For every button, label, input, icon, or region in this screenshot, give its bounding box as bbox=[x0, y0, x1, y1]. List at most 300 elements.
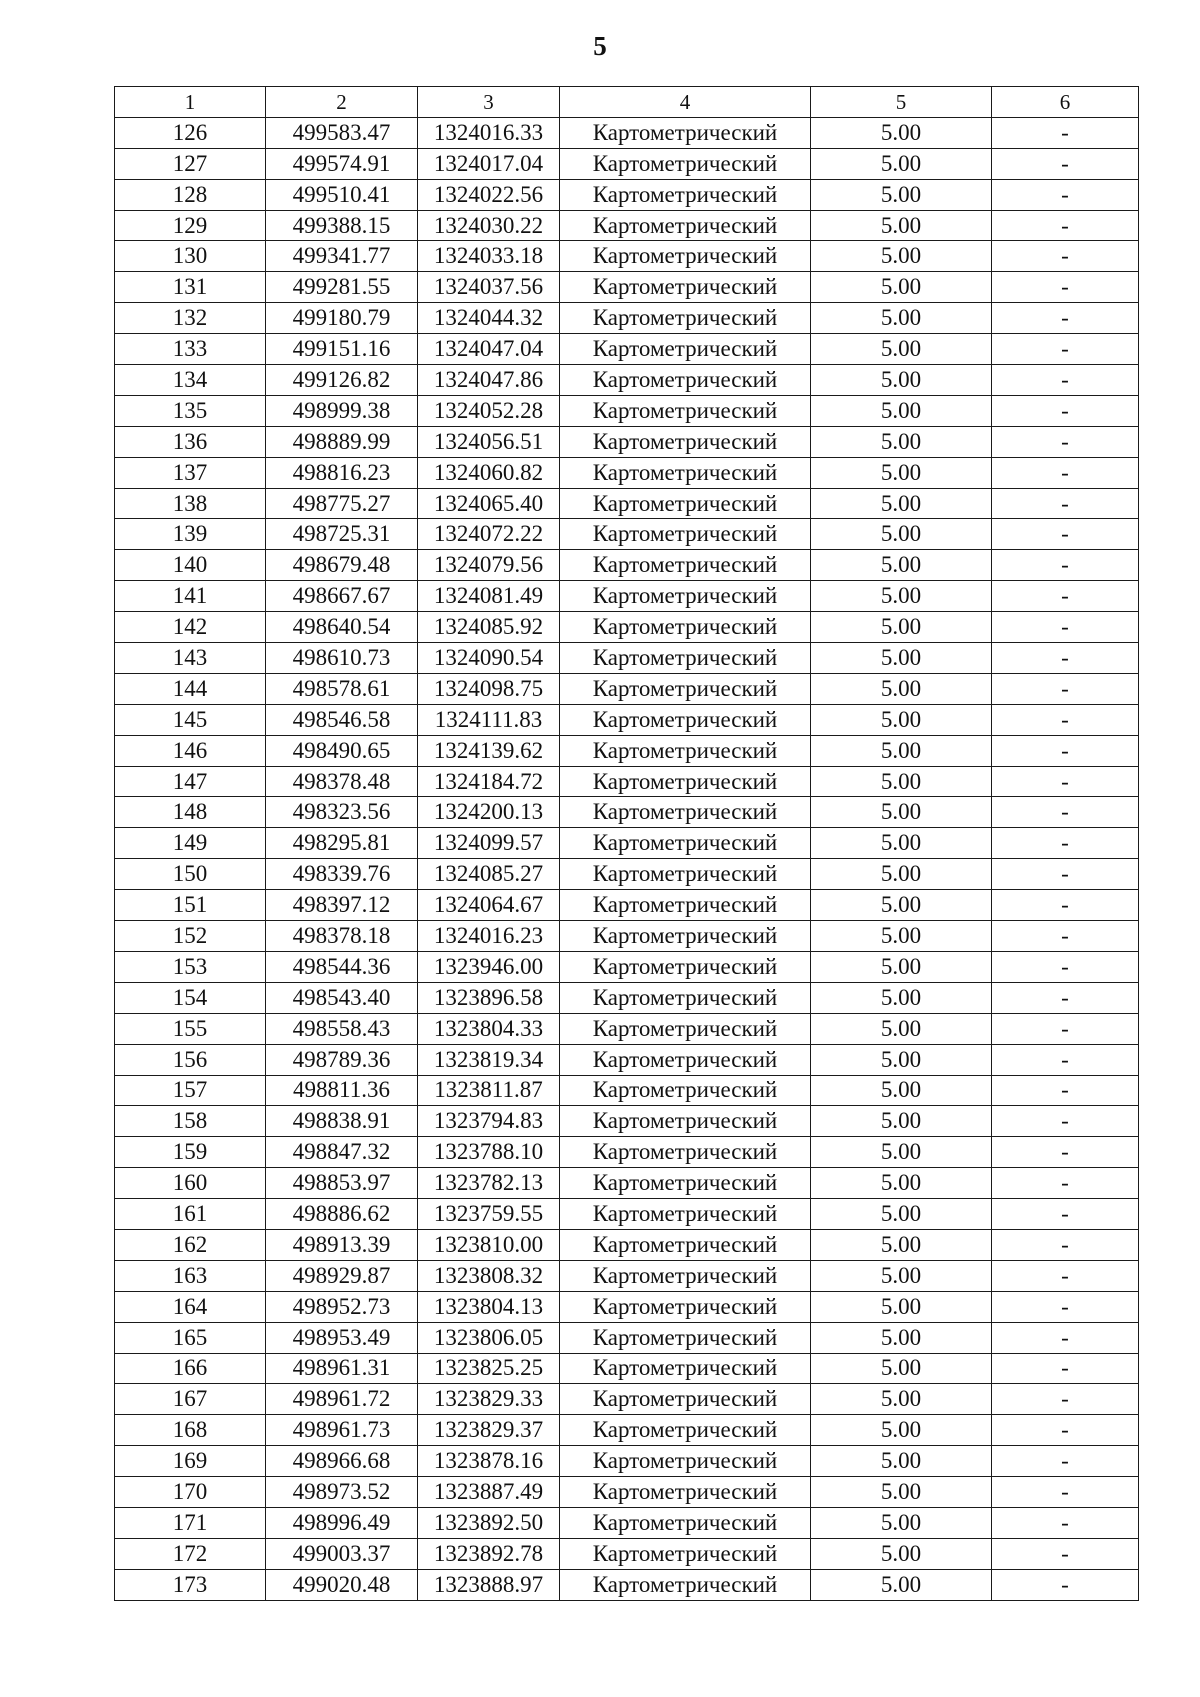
y-coordinate-cell: 1324060.82 bbox=[418, 457, 560, 488]
accuracy-cell: 5.00 bbox=[811, 1075, 992, 1106]
y-coordinate-cell: 1323878.16 bbox=[418, 1446, 560, 1477]
table-row bbox=[115, 148, 1139, 179]
method-cell: Картометрический bbox=[560, 581, 811, 612]
table-row bbox=[115, 1260, 1139, 1291]
table-row bbox=[115, 1106, 1139, 1137]
table-row bbox=[115, 612, 1139, 643]
point-number-cell: 141 bbox=[115, 581, 266, 612]
point-number-cell: 155 bbox=[115, 1013, 266, 1044]
accuracy-cell: 5.00 bbox=[811, 735, 992, 766]
x-coordinate-cell: 498961.31 bbox=[266, 1353, 418, 1384]
note-cell: - bbox=[992, 1538, 1139, 1569]
point-number-cell: 156 bbox=[115, 1044, 266, 1075]
note-cell: - bbox=[992, 1477, 1139, 1508]
y-coordinate-cell: 1323892.50 bbox=[418, 1507, 560, 1538]
point-number-cell: 129 bbox=[115, 210, 266, 241]
method-cell: Картометрический bbox=[560, 272, 811, 303]
point-number-cell: 135 bbox=[115, 395, 266, 426]
table-row bbox=[115, 334, 1139, 365]
x-coordinate-cell: 498929.87 bbox=[266, 1260, 418, 1291]
method-cell: Картометрический bbox=[560, 982, 811, 1013]
y-coordinate-cell: 1323892.78 bbox=[418, 1538, 560, 1569]
method-cell: Картометрический bbox=[560, 951, 811, 982]
accuracy-cell: 5.00 bbox=[811, 1322, 992, 1353]
accuracy-cell: 5.00 bbox=[811, 1477, 992, 1508]
note-cell: - bbox=[992, 426, 1139, 457]
table-row bbox=[115, 457, 1139, 488]
method-cell: Картометрический bbox=[560, 1137, 811, 1168]
note-cell: - bbox=[992, 1013, 1139, 1044]
table-row bbox=[115, 1384, 1139, 1415]
accuracy-cell: 5.00 bbox=[811, 488, 992, 519]
method-cell: Картометрический bbox=[560, 1199, 811, 1230]
accuracy-cell: 5.00 bbox=[811, 1044, 992, 1075]
point-number-cell: 167 bbox=[115, 1384, 266, 1415]
table-row bbox=[115, 272, 1139, 303]
table-row bbox=[115, 982, 1139, 1013]
point-number-cell: 146 bbox=[115, 735, 266, 766]
x-coordinate-cell: 498789.36 bbox=[266, 1044, 418, 1075]
x-coordinate-cell: 499151.16 bbox=[266, 334, 418, 365]
table-row bbox=[115, 1446, 1139, 1477]
note-cell: - bbox=[992, 1353, 1139, 1384]
y-coordinate-cell: 1324064.67 bbox=[418, 890, 560, 921]
y-coordinate-cell: 1324072.22 bbox=[418, 519, 560, 550]
x-coordinate-cell: 498811.36 bbox=[266, 1075, 418, 1106]
accuracy-cell: 5.00 bbox=[811, 1168, 992, 1199]
x-coordinate-cell: 498558.43 bbox=[266, 1013, 418, 1044]
accuracy-cell: 5.00 bbox=[811, 859, 992, 890]
note-cell: - bbox=[992, 921, 1139, 952]
accuracy-cell: 5.00 bbox=[811, 921, 992, 952]
note-cell: - bbox=[992, 1168, 1139, 1199]
y-coordinate-cell: 1324200.13 bbox=[418, 797, 560, 828]
table-row bbox=[115, 241, 1139, 272]
note-cell: - bbox=[992, 828, 1139, 859]
x-coordinate-cell: 499020.48 bbox=[266, 1569, 418, 1600]
point-number-cell: 142 bbox=[115, 612, 266, 643]
point-number-cell: 130 bbox=[115, 241, 266, 272]
table-row bbox=[115, 1538, 1139, 1569]
point-number-cell: 170 bbox=[115, 1477, 266, 1508]
y-coordinate-cell: 1324056.51 bbox=[418, 426, 560, 457]
x-coordinate-cell: 498996.49 bbox=[266, 1507, 418, 1538]
accuracy-cell: 5.00 bbox=[811, 426, 992, 457]
x-coordinate-cell: 498913.39 bbox=[266, 1229, 418, 1260]
table-row bbox=[115, 1507, 1139, 1538]
note-cell: - bbox=[992, 1446, 1139, 1477]
table-row bbox=[115, 210, 1139, 241]
note-cell: - bbox=[992, 704, 1139, 735]
point-number-cell: 128 bbox=[115, 179, 266, 210]
x-coordinate-cell: 498886.62 bbox=[266, 1199, 418, 1230]
note-cell: - bbox=[992, 457, 1139, 488]
method-cell: Картометрический bbox=[560, 148, 811, 179]
point-number-cell: 134 bbox=[115, 365, 266, 396]
note-cell: - bbox=[992, 581, 1139, 612]
x-coordinate-cell: 498544.36 bbox=[266, 951, 418, 982]
note-cell: - bbox=[992, 797, 1139, 828]
note-cell: - bbox=[992, 1260, 1139, 1291]
column-header: 4 bbox=[560, 87, 811, 118]
table-row bbox=[115, 673, 1139, 704]
note-cell: - bbox=[992, 519, 1139, 550]
table-header-row bbox=[115, 87, 1139, 118]
x-coordinate-cell: 498999.38 bbox=[266, 395, 418, 426]
method-cell: Картометрический bbox=[560, 1013, 811, 1044]
y-coordinate-cell: 1323794.83 bbox=[418, 1106, 560, 1137]
accuracy-cell: 5.00 bbox=[811, 1569, 992, 1600]
table-row bbox=[115, 1322, 1139, 1353]
x-coordinate-cell: 498973.52 bbox=[266, 1477, 418, 1508]
x-coordinate-cell: 499003.37 bbox=[266, 1538, 418, 1569]
note-cell: - bbox=[992, 1322, 1139, 1353]
accuracy-cell: 5.00 bbox=[811, 1013, 992, 1044]
y-coordinate-cell: 1323829.37 bbox=[418, 1415, 560, 1446]
y-coordinate-cell: 1323759.55 bbox=[418, 1199, 560, 1230]
x-coordinate-cell: 498889.99 bbox=[266, 426, 418, 457]
table-row bbox=[115, 426, 1139, 457]
accuracy-cell: 5.00 bbox=[811, 704, 992, 735]
note-cell: - bbox=[992, 303, 1139, 334]
note-cell: - bbox=[992, 1044, 1139, 1075]
accuracy-cell: 5.00 bbox=[811, 210, 992, 241]
y-coordinate-cell: 1323946.00 bbox=[418, 951, 560, 982]
y-coordinate-cell: 1323896.58 bbox=[418, 982, 560, 1013]
point-number-cell: 171 bbox=[115, 1507, 266, 1538]
accuracy-cell: 5.00 bbox=[811, 673, 992, 704]
accuracy-cell: 5.00 bbox=[811, 1415, 992, 1446]
method-cell: Картометрический bbox=[560, 1446, 811, 1477]
x-coordinate-cell: 498378.48 bbox=[266, 766, 418, 797]
table-row bbox=[115, 704, 1139, 735]
method-cell: Картометрический bbox=[560, 179, 811, 210]
y-coordinate-cell: 1324016.33 bbox=[418, 117, 560, 148]
table-row bbox=[115, 1168, 1139, 1199]
accuracy-cell: 5.00 bbox=[811, 951, 992, 982]
x-coordinate-cell: 498543.40 bbox=[266, 982, 418, 1013]
note-cell: - bbox=[992, 117, 1139, 148]
method-cell: Картометрический bbox=[560, 1168, 811, 1199]
y-coordinate-cell: 1323804.33 bbox=[418, 1013, 560, 1044]
y-coordinate-cell: 1323829.33 bbox=[418, 1384, 560, 1415]
method-cell: Картометрический bbox=[560, 612, 811, 643]
method-cell: Картометрический bbox=[560, 365, 811, 396]
y-coordinate-cell: 1324047.04 bbox=[418, 334, 560, 365]
table-row bbox=[115, 766, 1139, 797]
x-coordinate-cell: 499180.79 bbox=[266, 303, 418, 334]
method-cell: Картометрический bbox=[560, 859, 811, 890]
point-number-cell: 140 bbox=[115, 550, 266, 581]
y-coordinate-cell: 1324033.18 bbox=[418, 241, 560, 272]
x-coordinate-cell: 498295.81 bbox=[266, 828, 418, 859]
point-number-cell: 147 bbox=[115, 766, 266, 797]
y-coordinate-cell: 1323825.25 bbox=[418, 1353, 560, 1384]
accuracy-cell: 5.00 bbox=[811, 1538, 992, 1569]
table-row bbox=[115, 1353, 1139, 1384]
column-header: 6 bbox=[992, 87, 1139, 118]
point-number-cell: 151 bbox=[115, 890, 266, 921]
point-number-cell: 144 bbox=[115, 673, 266, 704]
x-coordinate-cell: 498397.12 bbox=[266, 890, 418, 921]
note-cell: - bbox=[992, 859, 1139, 890]
y-coordinate-cell: 1323806.05 bbox=[418, 1322, 560, 1353]
accuracy-cell: 5.00 bbox=[811, 1384, 992, 1415]
accuracy-cell: 5.00 bbox=[811, 612, 992, 643]
y-coordinate-cell: 1324111.83 bbox=[418, 704, 560, 735]
table-row bbox=[115, 395, 1139, 426]
x-coordinate-cell: 498323.56 bbox=[266, 797, 418, 828]
y-coordinate-cell: 1324044.32 bbox=[418, 303, 560, 334]
method-cell: Картометрический bbox=[560, 735, 811, 766]
note-cell: - bbox=[992, 951, 1139, 982]
table-row bbox=[115, 1137, 1139, 1168]
y-coordinate-cell: 1324085.27 bbox=[418, 859, 560, 890]
point-number-cell: 150 bbox=[115, 859, 266, 890]
point-number-cell: 164 bbox=[115, 1291, 266, 1322]
point-number-cell: 148 bbox=[115, 797, 266, 828]
note-cell: - bbox=[992, 1229, 1139, 1260]
accuracy-cell: 5.00 bbox=[811, 550, 992, 581]
y-coordinate-cell: 1323887.49 bbox=[418, 1477, 560, 1508]
note-cell: - bbox=[992, 735, 1139, 766]
table-row bbox=[115, 303, 1139, 334]
accuracy-cell: 5.00 bbox=[811, 1106, 992, 1137]
method-cell: Картометрический bbox=[560, 1229, 811, 1260]
note-cell: - bbox=[992, 241, 1139, 272]
x-coordinate-cell: 499388.15 bbox=[266, 210, 418, 241]
note-cell: - bbox=[992, 272, 1139, 303]
x-coordinate-cell: 498961.73 bbox=[266, 1415, 418, 1446]
point-number-cell: 160 bbox=[115, 1168, 266, 1199]
method-cell: Картометрический bbox=[560, 1106, 811, 1137]
note-cell: - bbox=[992, 1569, 1139, 1600]
accuracy-cell: 5.00 bbox=[811, 1446, 992, 1477]
table-row bbox=[115, 1013, 1139, 1044]
note-cell: - bbox=[992, 643, 1139, 674]
accuracy-cell: 5.00 bbox=[811, 1353, 992, 1384]
method-cell: Картометрический bbox=[560, 1477, 811, 1508]
table-row bbox=[115, 1477, 1139, 1508]
accuracy-cell: 5.00 bbox=[811, 1507, 992, 1538]
x-coordinate-cell: 499510.41 bbox=[266, 179, 418, 210]
x-coordinate-cell: 498838.91 bbox=[266, 1106, 418, 1137]
method-cell: Картометрический bbox=[560, 334, 811, 365]
table-row bbox=[115, 550, 1139, 581]
table-row bbox=[115, 1291, 1139, 1322]
point-number-cell: 168 bbox=[115, 1415, 266, 1446]
accuracy-cell: 5.00 bbox=[811, 1229, 992, 1260]
x-coordinate-cell: 498853.97 bbox=[266, 1168, 418, 1199]
accuracy-cell: 5.00 bbox=[811, 148, 992, 179]
note-cell: - bbox=[992, 488, 1139, 519]
y-coordinate-cell: 1323782.13 bbox=[418, 1168, 560, 1199]
method-cell: Картометрический bbox=[560, 1260, 811, 1291]
y-coordinate-cell: 1323808.32 bbox=[418, 1260, 560, 1291]
note-cell: - bbox=[992, 1291, 1139, 1322]
note-cell: - bbox=[992, 395, 1139, 426]
accuracy-cell: 5.00 bbox=[811, 766, 992, 797]
method-cell: Картометрический bbox=[560, 1322, 811, 1353]
table-body bbox=[115, 117, 1139, 1600]
point-number-cell: 165 bbox=[115, 1322, 266, 1353]
note-cell: - bbox=[992, 334, 1139, 365]
method-cell: Картометрический bbox=[560, 921, 811, 952]
accuracy-cell: 5.00 bbox=[811, 643, 992, 674]
accuracy-cell: 5.00 bbox=[811, 334, 992, 365]
table-row bbox=[115, 797, 1139, 828]
y-coordinate-cell: 1324079.56 bbox=[418, 550, 560, 581]
column-header: 3 bbox=[418, 87, 560, 118]
method-cell: Картометрический bbox=[560, 1384, 811, 1415]
x-coordinate-cell: 498966.68 bbox=[266, 1446, 418, 1477]
note-cell: - bbox=[992, 1199, 1139, 1230]
x-coordinate-cell: 498952.73 bbox=[266, 1291, 418, 1322]
table-row bbox=[115, 365, 1139, 396]
table-row bbox=[115, 828, 1139, 859]
method-cell: Картометрический bbox=[560, 210, 811, 241]
table-row bbox=[115, 117, 1139, 148]
table-row bbox=[115, 921, 1139, 952]
method-cell: Картометрический bbox=[560, 550, 811, 581]
column-header: 5 bbox=[811, 87, 992, 118]
x-coordinate-cell: 498667.67 bbox=[266, 581, 418, 612]
x-coordinate-cell: 498339.76 bbox=[266, 859, 418, 890]
point-number-cell: 137 bbox=[115, 457, 266, 488]
method-cell: Картометрический bbox=[560, 303, 811, 334]
note-cell: - bbox=[992, 1106, 1139, 1137]
point-number-cell: 173 bbox=[115, 1569, 266, 1600]
point-number-cell: 157 bbox=[115, 1075, 266, 1106]
note-cell: - bbox=[992, 1384, 1139, 1415]
coordinates-table bbox=[114, 86, 1139, 1601]
y-coordinate-cell: 1324099.57 bbox=[418, 828, 560, 859]
method-cell: Картометрический bbox=[560, 426, 811, 457]
table-row bbox=[115, 735, 1139, 766]
table-row bbox=[115, 1075, 1139, 1106]
method-cell: Картометрический bbox=[560, 890, 811, 921]
note-cell: - bbox=[992, 612, 1139, 643]
x-coordinate-cell: 498725.31 bbox=[266, 519, 418, 550]
table-row bbox=[115, 1415, 1139, 1446]
table-row bbox=[115, 1044, 1139, 1075]
x-coordinate-cell: 498610.73 bbox=[266, 643, 418, 674]
table-row bbox=[115, 519, 1139, 550]
note-cell: - bbox=[992, 210, 1139, 241]
y-coordinate-cell: 1324098.75 bbox=[418, 673, 560, 704]
method-cell: Картометрический bbox=[560, 1538, 811, 1569]
point-number-cell: 136 bbox=[115, 426, 266, 457]
accuracy-cell: 5.00 bbox=[811, 457, 992, 488]
accuracy-cell: 5.00 bbox=[811, 828, 992, 859]
y-coordinate-cell: 1324047.86 bbox=[418, 365, 560, 396]
point-number-cell: 162 bbox=[115, 1229, 266, 1260]
y-coordinate-cell: 1323819.34 bbox=[418, 1044, 560, 1075]
y-coordinate-cell: 1324184.72 bbox=[418, 766, 560, 797]
x-coordinate-cell: 498378.18 bbox=[266, 921, 418, 952]
column-header: 1 bbox=[115, 87, 266, 118]
x-coordinate-cell: 499341.77 bbox=[266, 241, 418, 272]
y-coordinate-cell: 1323888.97 bbox=[418, 1569, 560, 1600]
table-row bbox=[115, 643, 1139, 674]
point-number-cell: 172 bbox=[115, 1538, 266, 1569]
x-coordinate-cell: 498775.27 bbox=[266, 488, 418, 519]
point-number-cell: 132 bbox=[115, 303, 266, 334]
accuracy-cell: 5.00 bbox=[811, 272, 992, 303]
y-coordinate-cell: 1324030.22 bbox=[418, 210, 560, 241]
note-cell: - bbox=[992, 148, 1139, 179]
accuracy-cell: 5.00 bbox=[811, 797, 992, 828]
table-row bbox=[115, 1229, 1139, 1260]
x-coordinate-cell: 499574.91 bbox=[266, 148, 418, 179]
point-number-cell: 139 bbox=[115, 519, 266, 550]
x-coordinate-cell: 498490.65 bbox=[266, 735, 418, 766]
accuracy-cell: 5.00 bbox=[811, 581, 992, 612]
note-cell: - bbox=[992, 673, 1139, 704]
method-cell: Картометрический bbox=[560, 457, 811, 488]
point-number-cell: 126 bbox=[115, 117, 266, 148]
x-coordinate-cell: 498953.49 bbox=[266, 1322, 418, 1353]
y-coordinate-cell: 1324065.40 bbox=[418, 488, 560, 519]
method-cell: Картометрический bbox=[560, 241, 811, 272]
y-coordinate-cell: 1323810.00 bbox=[418, 1229, 560, 1260]
point-number-cell: 143 bbox=[115, 643, 266, 674]
x-coordinate-cell: 499583.47 bbox=[266, 117, 418, 148]
method-cell: Картометрический bbox=[560, 488, 811, 519]
y-coordinate-cell: 1324090.54 bbox=[418, 643, 560, 674]
table-row bbox=[115, 890, 1139, 921]
table-row bbox=[115, 488, 1139, 519]
note-cell: - bbox=[992, 890, 1139, 921]
point-number-cell: 138 bbox=[115, 488, 266, 519]
note-cell: - bbox=[992, 179, 1139, 210]
method-cell: Картометрический bbox=[560, 1507, 811, 1538]
method-cell: Картометрический bbox=[560, 673, 811, 704]
y-coordinate-cell: 1324081.49 bbox=[418, 581, 560, 612]
method-cell: Картометрический bbox=[560, 797, 811, 828]
point-number-cell: 145 bbox=[115, 704, 266, 735]
y-coordinate-cell: 1323804.13 bbox=[418, 1291, 560, 1322]
point-number-cell: 153 bbox=[115, 951, 266, 982]
note-cell: - bbox=[992, 766, 1139, 797]
accuracy-cell: 5.00 bbox=[811, 303, 992, 334]
accuracy-cell: 5.00 bbox=[811, 395, 992, 426]
note-cell: - bbox=[992, 550, 1139, 581]
note-cell: - bbox=[992, 1075, 1139, 1106]
x-coordinate-cell: 498847.32 bbox=[266, 1137, 418, 1168]
accuracy-cell: 5.00 bbox=[811, 1260, 992, 1291]
point-number-cell: 152 bbox=[115, 921, 266, 952]
note-cell: - bbox=[992, 1415, 1139, 1446]
point-number-cell: 133 bbox=[115, 334, 266, 365]
method-cell: Картометрический bbox=[560, 1291, 811, 1322]
note-cell: - bbox=[992, 365, 1139, 396]
accuracy-cell: 5.00 bbox=[811, 519, 992, 550]
method-cell: Картометрический bbox=[560, 828, 811, 859]
method-cell: Картометрический bbox=[560, 519, 811, 550]
point-number-cell: 149 bbox=[115, 828, 266, 859]
method-cell: Картометрический bbox=[560, 704, 811, 735]
column-header: 2 bbox=[266, 87, 418, 118]
note-cell: - bbox=[992, 982, 1139, 1013]
table-row bbox=[115, 859, 1139, 890]
point-number-cell: 158 bbox=[115, 1106, 266, 1137]
accuracy-cell: 5.00 bbox=[811, 982, 992, 1013]
x-coordinate-cell: 498578.61 bbox=[266, 673, 418, 704]
accuracy-cell: 5.00 bbox=[811, 241, 992, 272]
page-number: 5 bbox=[593, 31, 607, 61]
method-cell: Картометрический bbox=[560, 643, 811, 674]
